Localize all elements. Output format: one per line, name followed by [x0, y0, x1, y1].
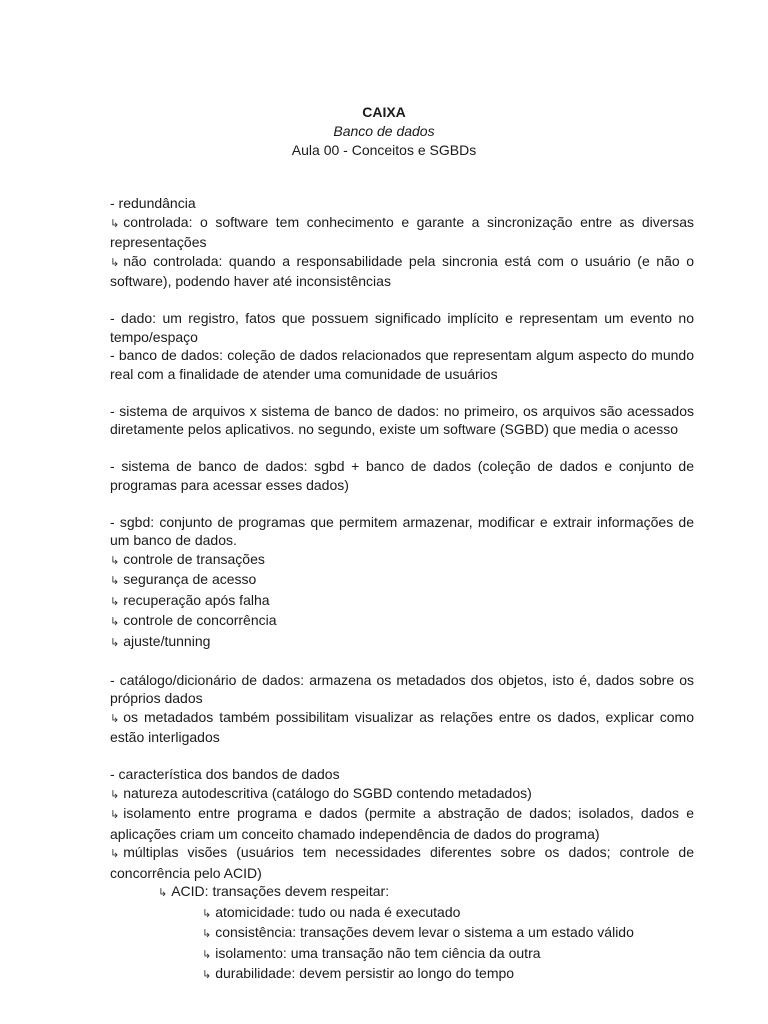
subdirectory-arrow-icon: ↳ [202, 969, 212, 981]
list-item: ↳ isolamento entre programa e dados (permite a abstração de dados; isolados, dados e aplicações criam um conceito chamado independência de dados do programa) [110, 805, 694, 842]
subdirectory-arrow-icon: ↳ [110, 636, 120, 649]
document-title: CAIXA [362, 104, 406, 120]
list-item: ↳ controle de transações [110, 550, 694, 571]
subdirectory-arrow-icon: ↳ [110, 554, 120, 567]
subdirectory-arrow-icon: ↳ [158, 887, 168, 899]
subdirectory-arrow-icon: ↳ [110, 848, 120, 860]
subdirectory-arrow-icon: ↳ [110, 616, 120, 628]
subdirectory-arrow-icon: ↳ [202, 907, 212, 920]
list-item: ↳ múltiplas visões (usuários tem necessidades diferentes sobre os dados; controle de concorrência pelo ACID) [110, 844, 694, 881]
list-item: ↳ atomicidade: tudo ou nada é executado [110, 903, 694, 924]
paragraph-sistema-banco: - sistema de banco de dados: sgbd + banco de dados (coleção de dados e conjunto de programas para acessar esses dados) [110, 458, 694, 493]
lesson-title: Aula 00 - Conceitos e SGBDs [291, 142, 477, 158]
paragraph-banco-de-dados: - banco de dados: coleção de dados relacionados que representam algum aspecto do mundo real com a finalidade de atender uma comunidade de usuários [110, 347, 694, 382]
section-redundancia: - redundância [110, 195, 196, 211]
section-catalogo: - catálogo/dicionário de dados: armazena os metadados dos objetos, isto é, dados sobre os próprios dados [110, 671, 694, 706]
subdirectory-arrow-icon: ↳ [110, 809, 120, 821]
list-item: ↳ segurança de acesso [110, 570, 694, 591]
list-item: ↳ recuperação após falha [110, 591, 694, 612]
subdirectory-arrow-icon: ↳ [110, 575, 120, 587]
subdirectory-arrow-icon: ↳ [110, 256, 120, 269]
list-item: ↳ natureza autodescritiva (catálogo do SGBD contendo metadados) [110, 784, 694, 805]
list-item: ↳ os metadados também possibilitam visualizar as relações entre os dados, explicar como estão interligados [110, 708, 694, 745]
paragraph-dado: - dado: um registro, fatos que possuem significado implícito e representam um evento no tempo/espaço [110, 310, 694, 345]
list-item: ↳ controlada: o software tem conhecimento e garante a sincronização entre as diversas representações [110, 213, 694, 250]
subdirectory-arrow-icon: ↳ [202, 948, 212, 961]
document-header [0, 103, 768, 160]
paragraph-sistema-arquivos: - sistema de arquivos x sistema de banco de dados: no primeiro, os arquivos são acessados diretamente pelos aplicativos. no segundo, existe um software (SGBD) que media o acesso [110, 402, 694, 437]
list-item: ↳ não controlada: quando a responsabilidade pela sincronia está com o usuário (e não o software), podendo haver até inconsistências [110, 252, 694, 289]
subdirectory-arrow-icon: ↳ [110, 788, 120, 801]
subdirectory-arrow-icon: ↳ [110, 595, 120, 608]
list-item: ↳ ajuste/tunning [110, 632, 694, 653]
subdirectory-arrow-icon: ↳ [110, 217, 120, 230]
list-item: ↳ durabilidade: devem persistir ao longo do tempo [110, 964, 694, 985]
list-item: ↳ consistência: transações devem levar o sistema a um estado válido [110, 923, 694, 944]
subdirectory-arrow-icon: ↳ [110, 712, 120, 725]
list-item: ↳ controle de concorrência [110, 611, 694, 632]
document-subtitle: Banco de dados [333, 123, 435, 139]
subdirectory-arrow-icon: ↳ [202, 928, 212, 940]
section-sgbd: - sgbd: conjunto de programas que permitem armazenar, modificar e extrair informações de um banco de dados. [110, 513, 694, 548]
document-body [110, 194, 694, 985]
list-item: ↳ isolamento: uma transação não tem ciência da outra [110, 944, 694, 965]
list-item-acid: ↳ ACID: transações devem respeitar: [110, 882, 694, 903]
section-caracteristicas: - característica dos bandos de dados [110, 766, 340, 782]
